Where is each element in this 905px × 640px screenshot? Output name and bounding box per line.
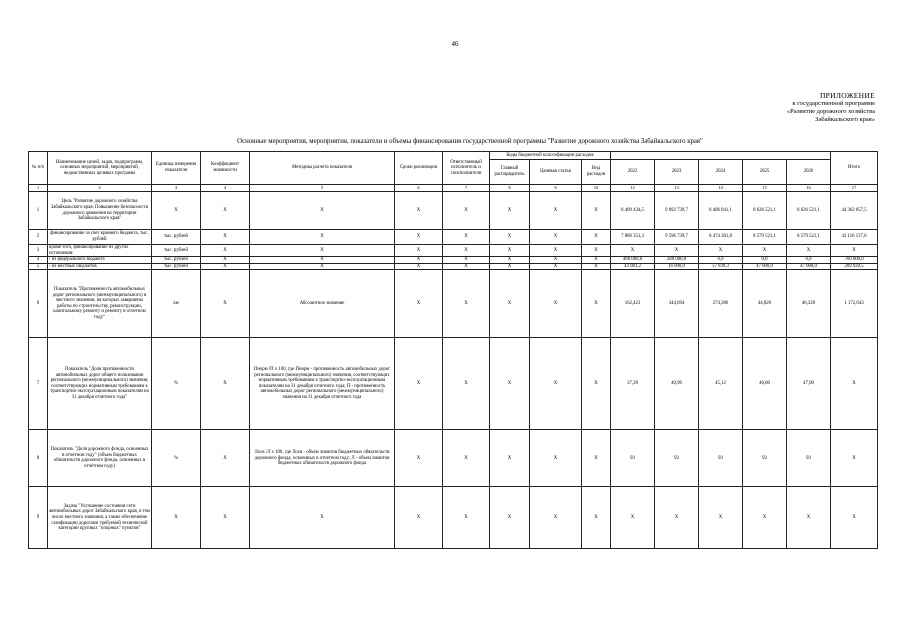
cell-vid: X bbox=[582, 263, 611, 270]
cell-y2026: 8 579 521,1 bbox=[787, 230, 831, 245]
cell-y2024: 0,0 bbox=[699, 257, 743, 264]
col-number: 4 bbox=[201, 185, 250, 192]
cell-coef: X bbox=[201, 245, 250, 257]
cell-period: X bbox=[395, 487, 443, 549]
cell-method: X bbox=[250, 263, 395, 270]
col-number: 15 bbox=[743, 185, 787, 192]
cell-vid: X bbox=[582, 430, 611, 487]
cell-unit: тыс. рублей bbox=[152, 245, 201, 257]
cell-n: 5 bbox=[29, 263, 48, 270]
cell-method: X bbox=[250, 257, 395, 264]
table-title: Основные мероприятия, мероприятия, показатели и объемы финансирования государственной программы "Развитие дорожного хозяйства Забайкальского края" bbox=[237, 138, 703, 145]
cell-y2025: X bbox=[743, 487, 787, 549]
cell-name: Задача "Улучшение состояния сети автомобильных дорог Забайкальского края, в том числе местного значения, а также обеспечение газификации дорогами требуемой технической категории крупных "опорных" пунктов" bbox=[48, 487, 152, 549]
cell-name: Показатель "Доля дорожного фонда, освоенных в отчетном году" (объем бюджетных обязательств дорожного фонда, освоенных в отчетном году) bbox=[48, 430, 152, 487]
cell-y2026: 47 000,0 bbox=[787, 263, 831, 270]
cell-target: X bbox=[530, 192, 582, 230]
cell-y2023: X bbox=[655, 487, 699, 549]
cell-coef: X bbox=[201, 338, 250, 430]
cell-resp: X bbox=[443, 257, 490, 264]
cell-y2024: 45,12 bbox=[699, 338, 743, 430]
cell-name: Показатель "Доля протяженности автомобильных дорог общего пользования регионального (межмуниципального) значения, соответствующих нормативным требованиям к транспортно-эксплуатационным показателям на 31 декабря отчетного года" bbox=[48, 338, 152, 430]
cell-y2026: X bbox=[787, 245, 831, 257]
cell-method: Абсолютное значение bbox=[250, 270, 395, 338]
cell-total: 760 000,0 bbox=[831, 257, 878, 264]
cell-y2023: 93 bbox=[655, 430, 699, 487]
cell-unit: тыс. рублей bbox=[152, 263, 201, 270]
cell-y2022: 7 886 353,3 bbox=[611, 230, 655, 245]
cell-coef: X bbox=[201, 257, 250, 264]
table-row bbox=[29, 245, 878, 257]
cell-target: X bbox=[530, 338, 582, 430]
table-row bbox=[29, 192, 878, 230]
cell-method: X bbox=[250, 230, 395, 245]
cell-y2022: 162,423 bbox=[611, 270, 655, 338]
cell-target: X bbox=[530, 270, 582, 338]
cell-y2025: 8 626 521,1 bbox=[743, 192, 787, 230]
cell-total: X bbox=[831, 338, 878, 430]
header-responsible: Ответственный исполнитель и соисполнители bbox=[443, 152, 490, 185]
cell-n: 7 bbox=[29, 338, 48, 430]
cell-target: X bbox=[530, 230, 582, 245]
cell-y2022: 8 409 434,5 bbox=[611, 192, 655, 230]
cell-y2022: 480 000,0 bbox=[611, 257, 655, 264]
col-number: 2 bbox=[48, 185, 152, 192]
cell-y2022: X bbox=[611, 487, 655, 549]
cell-total: 43 116 137,0 bbox=[831, 230, 878, 245]
cell-method: X bbox=[250, 487, 395, 549]
cell-y2023: 280 000,0 bbox=[655, 257, 699, 264]
header-period: Сроки реализации bbox=[395, 152, 443, 185]
header-name: Наименование целей, задач, подпрограмм, основных мероприятий, мероприятий, ведомственных целевых программ bbox=[48, 152, 152, 185]
header-expense-type: Вид расходов bbox=[582, 160, 611, 185]
cell-period: X bbox=[395, 430, 443, 487]
cell-y2025: 46,00 bbox=[743, 338, 787, 430]
cell-y2023: 344,694 bbox=[655, 270, 699, 338]
cell-method: X bbox=[250, 245, 395, 257]
cell-total: X bbox=[831, 430, 878, 487]
cell-y2023: 40,96 bbox=[655, 338, 699, 430]
cell-y2025: 0,0 bbox=[743, 257, 787, 264]
cell-method: Лосв /Л х 100, где Лосв - объем лимитов бюджетных обязательств дорожного фонда, освоенных в отчетном году; Л - объем лимитов бюджетных обязательств дорожного фонда bbox=[250, 430, 395, 487]
cell-y2023: 16 000,0 bbox=[655, 263, 699, 270]
col-number: 8 bbox=[490, 185, 530, 192]
cell-y2022: X bbox=[611, 245, 655, 257]
cell-name: кроме того, финансирование из других источников: bbox=[48, 245, 152, 257]
cell-n: 3 bbox=[29, 245, 48, 257]
col-number: 17 bbox=[831, 185, 878, 192]
cell-period: X bbox=[395, 270, 443, 338]
cell-vid: X bbox=[582, 192, 611, 230]
cell-y2022: 43 081,2 bbox=[611, 263, 655, 270]
cell-resp: X bbox=[443, 230, 490, 245]
col-number: 5 bbox=[250, 185, 395, 192]
cell-unit: X bbox=[152, 487, 201, 549]
cell-total: X bbox=[831, 487, 878, 549]
cell-unit: % bbox=[152, 430, 201, 487]
cell-y2023: X bbox=[655, 245, 699, 257]
table-row bbox=[29, 430, 878, 487]
cell-vid: X bbox=[582, 270, 611, 338]
cell-unit: X bbox=[152, 192, 201, 230]
cell-target: X bbox=[530, 487, 582, 549]
col-number: 10 bbox=[582, 185, 611, 192]
cell-resp: X bbox=[443, 270, 490, 338]
cell-y2025: X bbox=[743, 245, 787, 257]
cell-n: 4 bbox=[29, 257, 48, 264]
cell-period: X bbox=[395, 263, 443, 270]
col-number: 16 bbox=[787, 185, 831, 192]
cell-n: 1 bbox=[29, 192, 48, 230]
cell-total: 44 362 057,5 bbox=[831, 192, 878, 230]
cell-y2024: 93 bbox=[699, 430, 743, 487]
cell-gr: X bbox=[490, 230, 530, 245]
cell-period: X bbox=[395, 192, 443, 230]
cell-gr: X bbox=[490, 430, 530, 487]
cell-y2026: 46,320 bbox=[787, 270, 831, 338]
header-method: Методика расчета показателя bbox=[250, 152, 395, 185]
cell-y2024: 57 839,3 bbox=[699, 263, 743, 270]
cell-gr: X bbox=[490, 257, 530, 264]
cell-coef: X bbox=[201, 270, 250, 338]
cell-y2024: X bbox=[699, 487, 743, 549]
cell-y2025: 44,820 bbox=[743, 270, 787, 338]
header-num: № п/п bbox=[29, 152, 48, 185]
cell-total: X bbox=[831, 245, 878, 257]
cell-coef: X bbox=[201, 192, 250, 230]
cell-method: X bbox=[250, 192, 395, 230]
col-number: 7 bbox=[443, 185, 490, 192]
cell-target: X bbox=[530, 430, 582, 487]
header-years-group bbox=[611, 152, 831, 160]
table-row bbox=[29, 263, 878, 270]
header-row-1 bbox=[29, 152, 878, 160]
cell-y2025: 47 000,0 bbox=[743, 263, 787, 270]
cell-n: 2 bbox=[29, 230, 48, 245]
column-number-row bbox=[29, 185, 878, 192]
header-total: Итого bbox=[831, 152, 878, 185]
cell-y2022: 37,28 bbox=[611, 338, 655, 430]
cell-period: X bbox=[395, 245, 443, 257]
cell-target: X bbox=[530, 263, 582, 270]
cell-y2026: 93 bbox=[787, 430, 831, 487]
cell-target: X bbox=[530, 245, 582, 257]
cell-n: 9 bbox=[29, 487, 48, 549]
program-table bbox=[28, 151, 878, 549]
header-year-2024: 2024 bbox=[699, 160, 743, 185]
cell-n: 6 bbox=[29, 270, 48, 338]
cell-resp: X bbox=[443, 192, 490, 230]
cell-coef: X bbox=[201, 430, 250, 487]
appendix-title: ПРИЛОЖЕНИЕ bbox=[819, 91, 875, 100]
cell-resp: X bbox=[443, 263, 490, 270]
cell-vid: X bbox=[582, 245, 611, 257]
cell-name: - из местных бюджетов bbox=[48, 263, 152, 270]
cell-period: X bbox=[395, 338, 443, 430]
cell-resp: X bbox=[443, 487, 490, 549]
appendix-line-2: «Развитие дорожного хозяйства bbox=[786, 108, 875, 115]
appendix-line-3: Забайкальского края» bbox=[815, 116, 875, 123]
cell-vid: X bbox=[582, 230, 611, 245]
header-coef: Коэффициент значимости bbox=[201, 152, 250, 185]
cell-period: X bbox=[395, 257, 443, 264]
cell-y2026: 8 626 521,1 bbox=[787, 192, 831, 230]
cell-vid: X bbox=[582, 487, 611, 549]
cell-method: Пнорм /П х 100, где Пнорм - протяженность автомобильных дорог регионального (межмуниципального) значения, соответствующих нормативным требованиям к транспортно-эксплуатационным показателям на 31 декабря отчетного года; П - протяженность автомобильных дорог регионального (межмуниципального) значения на 31 декабря отчетного года bbox=[250, 338, 395, 430]
cell-vid: X bbox=[582, 338, 611, 430]
cell-gr: X bbox=[490, 487, 530, 549]
cell-vid: X bbox=[582, 257, 611, 264]
cell-unit: % bbox=[152, 338, 201, 430]
header-unit: Единица измерения показателя bbox=[152, 152, 201, 185]
header-year-2025: 2025 bbox=[743, 160, 787, 185]
appendix-line-1: к государственной программе bbox=[792, 100, 875, 107]
cell-resp: X bbox=[443, 430, 490, 487]
cell-y2026: 0,0 bbox=[787, 257, 831, 264]
table-row bbox=[29, 257, 878, 264]
col-number: 3 bbox=[152, 185, 201, 192]
col-number: 9 bbox=[530, 185, 582, 192]
cell-y2024: 8 406 841,1 bbox=[699, 192, 743, 230]
cell-y2024: X bbox=[699, 245, 743, 257]
cell-y2025: 93 bbox=[743, 430, 787, 487]
cell-coef: X bbox=[201, 487, 250, 549]
table-row bbox=[29, 487, 878, 549]
cell-name: финансирование за счет краевого бюджета, тыс. рублей bbox=[48, 230, 152, 245]
page-number: 46 bbox=[451, 40, 459, 48]
cell-y2023: 9 596 739,7 bbox=[655, 230, 699, 245]
cell-name: Цель "Развитие дорожного хозяйства Забайкальского края. Повышение безопасности дорожного движения на территории Забайкальского края" bbox=[48, 192, 152, 230]
header-main-manager: Главный распорядитель bbox=[490, 160, 530, 185]
header-year-2023: 2023 bbox=[655, 160, 699, 185]
col-number: 6 bbox=[395, 185, 443, 192]
cell-total: 209 920,5 bbox=[831, 263, 878, 270]
cell-gr: X bbox=[490, 192, 530, 230]
header-target-item: Целевая статья bbox=[530, 160, 582, 185]
table-body bbox=[29, 192, 878, 549]
cell-gr: X bbox=[490, 270, 530, 338]
col-number: 14 bbox=[699, 185, 743, 192]
cell-name: - из федерального бюджета bbox=[48, 257, 152, 264]
cell-y2026: X bbox=[787, 487, 831, 549]
table-row bbox=[29, 230, 878, 245]
cell-y2024: 274,386 bbox=[699, 270, 743, 338]
cell-resp: X bbox=[443, 245, 490, 257]
cell-y2023: 9 892 739,7 bbox=[655, 192, 699, 230]
col-number: 12 bbox=[611, 185, 655, 192]
cell-gr: X bbox=[490, 263, 530, 270]
cell-coef: X bbox=[201, 263, 250, 270]
cell-y2022: 93 bbox=[611, 430, 655, 487]
cell-total: 1 172,643 bbox=[831, 270, 878, 338]
cell-unit: тыс. рублей bbox=[152, 257, 201, 264]
cell-y2024: 8 474 301,8 bbox=[699, 230, 743, 245]
cell-name: Показатель "Протяженность автомобильных дорог регионального (межмуниципального) и местного значения, на которых завершены работы по строительству, реконструкции, капитальному ремонту и ремонту в отчетном году" bbox=[48, 270, 152, 338]
cell-gr: X bbox=[490, 338, 530, 430]
cell-y2026: 47,90 bbox=[787, 338, 831, 430]
cell-unit: км bbox=[152, 270, 201, 338]
table-row bbox=[29, 270, 878, 338]
appendix-block bbox=[615, 92, 875, 124]
col-number: 13 bbox=[655, 185, 699, 192]
cell-unit: тыс. рублей bbox=[152, 230, 201, 245]
col-number: 1 bbox=[29, 185, 48, 192]
cell-coef: X bbox=[201, 230, 250, 245]
table-row bbox=[29, 338, 878, 430]
header-year-2022: 2022 bbox=[611, 160, 655, 185]
header-year-2026: 2026 bbox=[787, 160, 831, 185]
cell-target: X bbox=[530, 257, 582, 264]
cell-y2025: 8 579 521,1 bbox=[743, 230, 787, 245]
header-budget-codes: Коды бюджетной классификации расходов bbox=[490, 152, 611, 160]
cell-resp: X bbox=[443, 338, 490, 430]
cell-period: X bbox=[395, 230, 443, 245]
cell-gr: X bbox=[490, 245, 530, 257]
cell-n: 8 bbox=[29, 430, 48, 487]
